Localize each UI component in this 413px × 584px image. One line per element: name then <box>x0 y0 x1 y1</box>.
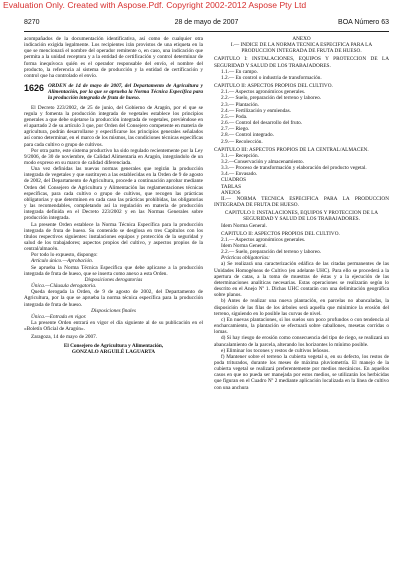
final-article: Única.—Entrada en vigor. <box>31 313 87 320</box>
list-item: 2.2.— Suelo, preparación del terreno y laboreo. <box>221 95 322 102</box>
disposition-number: 1626 <box>24 83 45 94</box>
final-heading: Disposiciones finales <box>91 307 136 314</box>
body-paragraph-7: Queda derogada la Orden, de 9 de agosto de 2002, del Departamento de Agricultura, por la que se aprueba la norma técnica específica para la producción integrada de fruta de hueso. <box>24 289 203 308</box>
evaluation-watermark: Evaluation Only. Created with Aspose.Pdf. Copyright 2002-2012 Aspose Pty Ltd <box>3 0 307 10</box>
list-item: 3.4.— Envasado. <box>221 171 258 178</box>
left-column <box>24 36 203 355</box>
chapter-3-heading: CAPITULO III: ASPECTOS PROPIOS DE LA CENTRAL/ALMACEN. <box>214 146 369 153</box>
idem-norma-2: Idem Norma General. <box>221 243 267 249</box>
derogatory-article: Única.—Cláusula derogatoria. <box>31 283 97 290</box>
list-item: 3.1.— Recepción. <box>221 152 259 159</box>
list-item: 2.9.— Recolección. <box>221 138 263 145</box>
disposition-title: ORDEN de 14 de mayo de 2007, del Departamento de Agricultura y Alimentación, por la que se aprueba la Norma Técnica Específica para la producción integrada de fruta de hueso. <box>48 83 203 102</box>
body-paragraph-2: Por otra parte, este sistema productivo ha sido regulado recientemente por la Ley 9/2006, de 30 de noviembre, de Calidad Alimentaria en Aragón, integrándolo de un modo expreso en su marco de calidad diferenciada. <box>24 147 203 166</box>
page-header <box>24 19 389 29</box>
list-item: 2.8.— Control integrado. <box>221 132 274 139</box>
practice-a: a) Se realizará una caracterización edáfica de las citadas permanentes de las Unidades Homogéneas de Cultivo (en adelante UHC). Para ello se procederá a la apertura de catas, a la toma de muestras de éstas y a la ejecución de las determinaciones analíticas necesarias. Estas operaciones se realizarán según lo descrito en el Anejo Nº 1. Dichas UHC contarán con una delimitación geográfica sobre planos. <box>214 261 389 299</box>
body-paragraph-4: La presente Orden establece la Norma Técnica Específica para la producción integrada de fruta de hueso. Su contenido se desglosa en tres Capítulos con los títulos respectivos siguientes: instalaciones equipos y protección de la seguridad y salud de los trabajadores; aspectos propios del cultivo, y aspectos propios de la central/almacén. <box>24 221 203 253</box>
intro-paragraph: acompañados de la documentación identificativa, así como de cualquier otra indicación exigida legalmente. Los recipientes irán provistos de una etiqueta en la que se mencionará el nombre del operador remitente o, en caso, una indicación que permita a la unidad receptora y a la entidad de certificación y control determinar de forma inequívoca quién es el operador responsable del envío, el nombre del producto, la referencia al sistema de producción y la entidad de certificación y control que ha controlado el envío. <box>24 36 203 79</box>
signature-role: El Consejero de Agricultura y Alimentación, <box>63 342 164 349</box>
anejos-label: ANEJOS <box>221 189 241 196</box>
right-column <box>214 36 389 391</box>
list-item: 2.4.— Fertilización y enmiendas. <box>221 107 291 114</box>
list-item: 3.2.—Conservación y almacenamiento. <box>221 158 304 165</box>
tablas-label: TABLAS <box>221 183 241 190</box>
idem-norma-1: Idem Norma General. <box>221 222 267 229</box>
body-paragraph-8: La presente Orden entrará en vigor el día siguiente al de su publicación en el «Boletín Oficial de Aragón». <box>24 320 203 333</box>
chapter-i-heading: CAPITULO I: INSTALACIONES, EQUIPOS Y PROTECCION DE LA SEGURIDAD Y SALUD DE LOS TRABAJADORES. <box>224 210 379 223</box>
list-item: 2.6.— Control del desarrollo del fruto. <box>221 120 303 127</box>
practice-b: b) Antes de realizar una nueva plantación, en parcelas no abancaladas, la disposición de las filas de los árboles será aquella que minimice la erosión del terreno, siguiendo en lo posible las curvas de nivel. <box>214 298 389 317</box>
section-2-2: 2.2.— Suelo, preparación del terreno y laboreo. <box>221 249 322 256</box>
cuadros-label: CUADROS <box>221 177 247 184</box>
disposition-heading <box>24 83 203 101</box>
list-item: 2.7.— Riego. <box>221 126 250 133</box>
body-paragraph-5: Por todo lo expuesto, dispongo: <box>31 252 98 259</box>
index-heading: I.— INDICE DE LA NORMA TECNICA ESPECIFICA PARA LA PRODUCCION INTEGRADA DE FRUTA DE HUESO. <box>230 42 373 55</box>
body-paragraph-3: Una vez definidas las nuevas normas generales que regirán la producción integrada de vegetales y que sustituyen a las establecidas en la Orden de 9 de agosto de 2002, del Departamento de Agricultura, procede a continuación aprobar mediante Orden del Consejero de Agricultura y Alimentación las reglamentaciones técnicas específicas, para cada cultivo o grupo de cultivos, que recogen las prácticas obligatorias y que determinen en cada caso las prácticas prohibidas, las obligatorias y las recomendables, completando así la regulación en materia de producción integrada definida en el Decreto 223/2002 y en las Normas Generales sobre producción integrada. <box>24 166 203 222</box>
list-item: 1.1.— En campo. <box>221 68 258 75</box>
page-number: 8270 <box>24 19 40 26</box>
anexo-heading: ANEXO <box>292 36 311 42</box>
header-rule <box>24 31 389 32</box>
article-heading: Artículo único.—Aprobación. <box>31 258 94 265</box>
practice-e: e) Eliminar los tocones y restos de cultivos leñosos. <box>221 347 330 354</box>
practice-d: d) Si hay riesgo de erosión como consecuencia del tipo de riego, se realizará un abancalamiento de la parcela, alterando los horizontes lo mínimo posible. <box>214 335 389 348</box>
list-item: 2.1.— Aspectos agronómicos generales. <box>221 89 306 96</box>
place-date: Zaragoza, 14 de mayo de 2007. <box>31 334 98 341</box>
list-item: 2.5.— Poda. <box>221 113 248 120</box>
chapter-1-heading: CAPITULO I: INSTALACIONES, EQUIPOS Y PROTECCION DE LA SEGURIDAD Y SALUD DE LOS TRABAJADORES. <box>214 56 389 69</box>
page-date: 28 de mayo de 2007 <box>174 19 239 26</box>
body-paragraph-6: Se aprueba la Norma Técnica Específica que debe aplicarse a la producción integrada de fruta de hueso, que se inserta como anexo a esta Orden. <box>24 264 203 277</box>
chapter-ii-heading: CAPITULO II: ASPECTOS PROPIOS DEL CULTIVO. <box>221 230 340 237</box>
practice-c: c) En nuevas plantaciones, si los suelos son poco profundos o con tendencia al encharcamiento, la plantación se efectuará sobre caballones, mesetas corridas o lomas. <box>214 316 389 336</box>
list-item: 2.3.— Plantación. <box>221 101 259 108</box>
practice-f: f) Mantener sobre el terreno la cubierta vegetal o, en su defecto, los restos de poda triturados, durante los meses de máxima pluviometría. El manejo de la cubierta vegetal se realizará preferentemente por medios mecánicos. En aquellos casos en que no pueda ser manejada por estos medios, se utilizarán los herbicidas que figuran en el Cuadro Nº 2 mediante aplicación localizada en la línea de cultivo con una anchura <box>214 353 389 391</box>
norma-heading: II.— NORMA TECNICA ESPECIFICA PARA LA PRODUCCION INTEGRADA DE FRUTA DE HUESO. <box>214 195 389 209</box>
issue-number: BOA Número 63 <box>338 19 389 26</box>
list-item: 3.3.— Proceso de transformación y elaboración del producto vegetal. <box>221 165 367 172</box>
derogatory-heading: Disposiciones derogatorias <box>84 276 143 283</box>
section-2-1: 2.1.— Aspectos agronómicos generales. <box>221 236 306 243</box>
list-item: 1.2.— En control o industria de transformación. <box>221 74 322 81</box>
chapter-2-heading: CAPITULO II: ASPECTOS PROPIOS DEL CULTIVO. <box>214 83 333 90</box>
practices-heading: Prácticas obligatorias: <box>221 255 270 262</box>
body-paragraph-1: El Decreto 223/2002, de 25 de junio, del Gobierno de Aragón, por el que se regula y fomenta la producción integrada de vegetales establece los principios generales a que debe sujetarse la producción integrada de vegetales, previéndose en el apartado 2 de su artículo 3 que, por Orden del Consejero competente en materia de agricultura, podrán desarrollarse y especificarse los principios generales señalados así como determinar, en el marco de los mismos, las condiciones técnicas específicas para cada cultivo o grupo de cultivos. <box>24 104 204 148</box>
signature-name: GONZALO ARGUILÉ LAGUARTA <box>71 348 156 355</box>
